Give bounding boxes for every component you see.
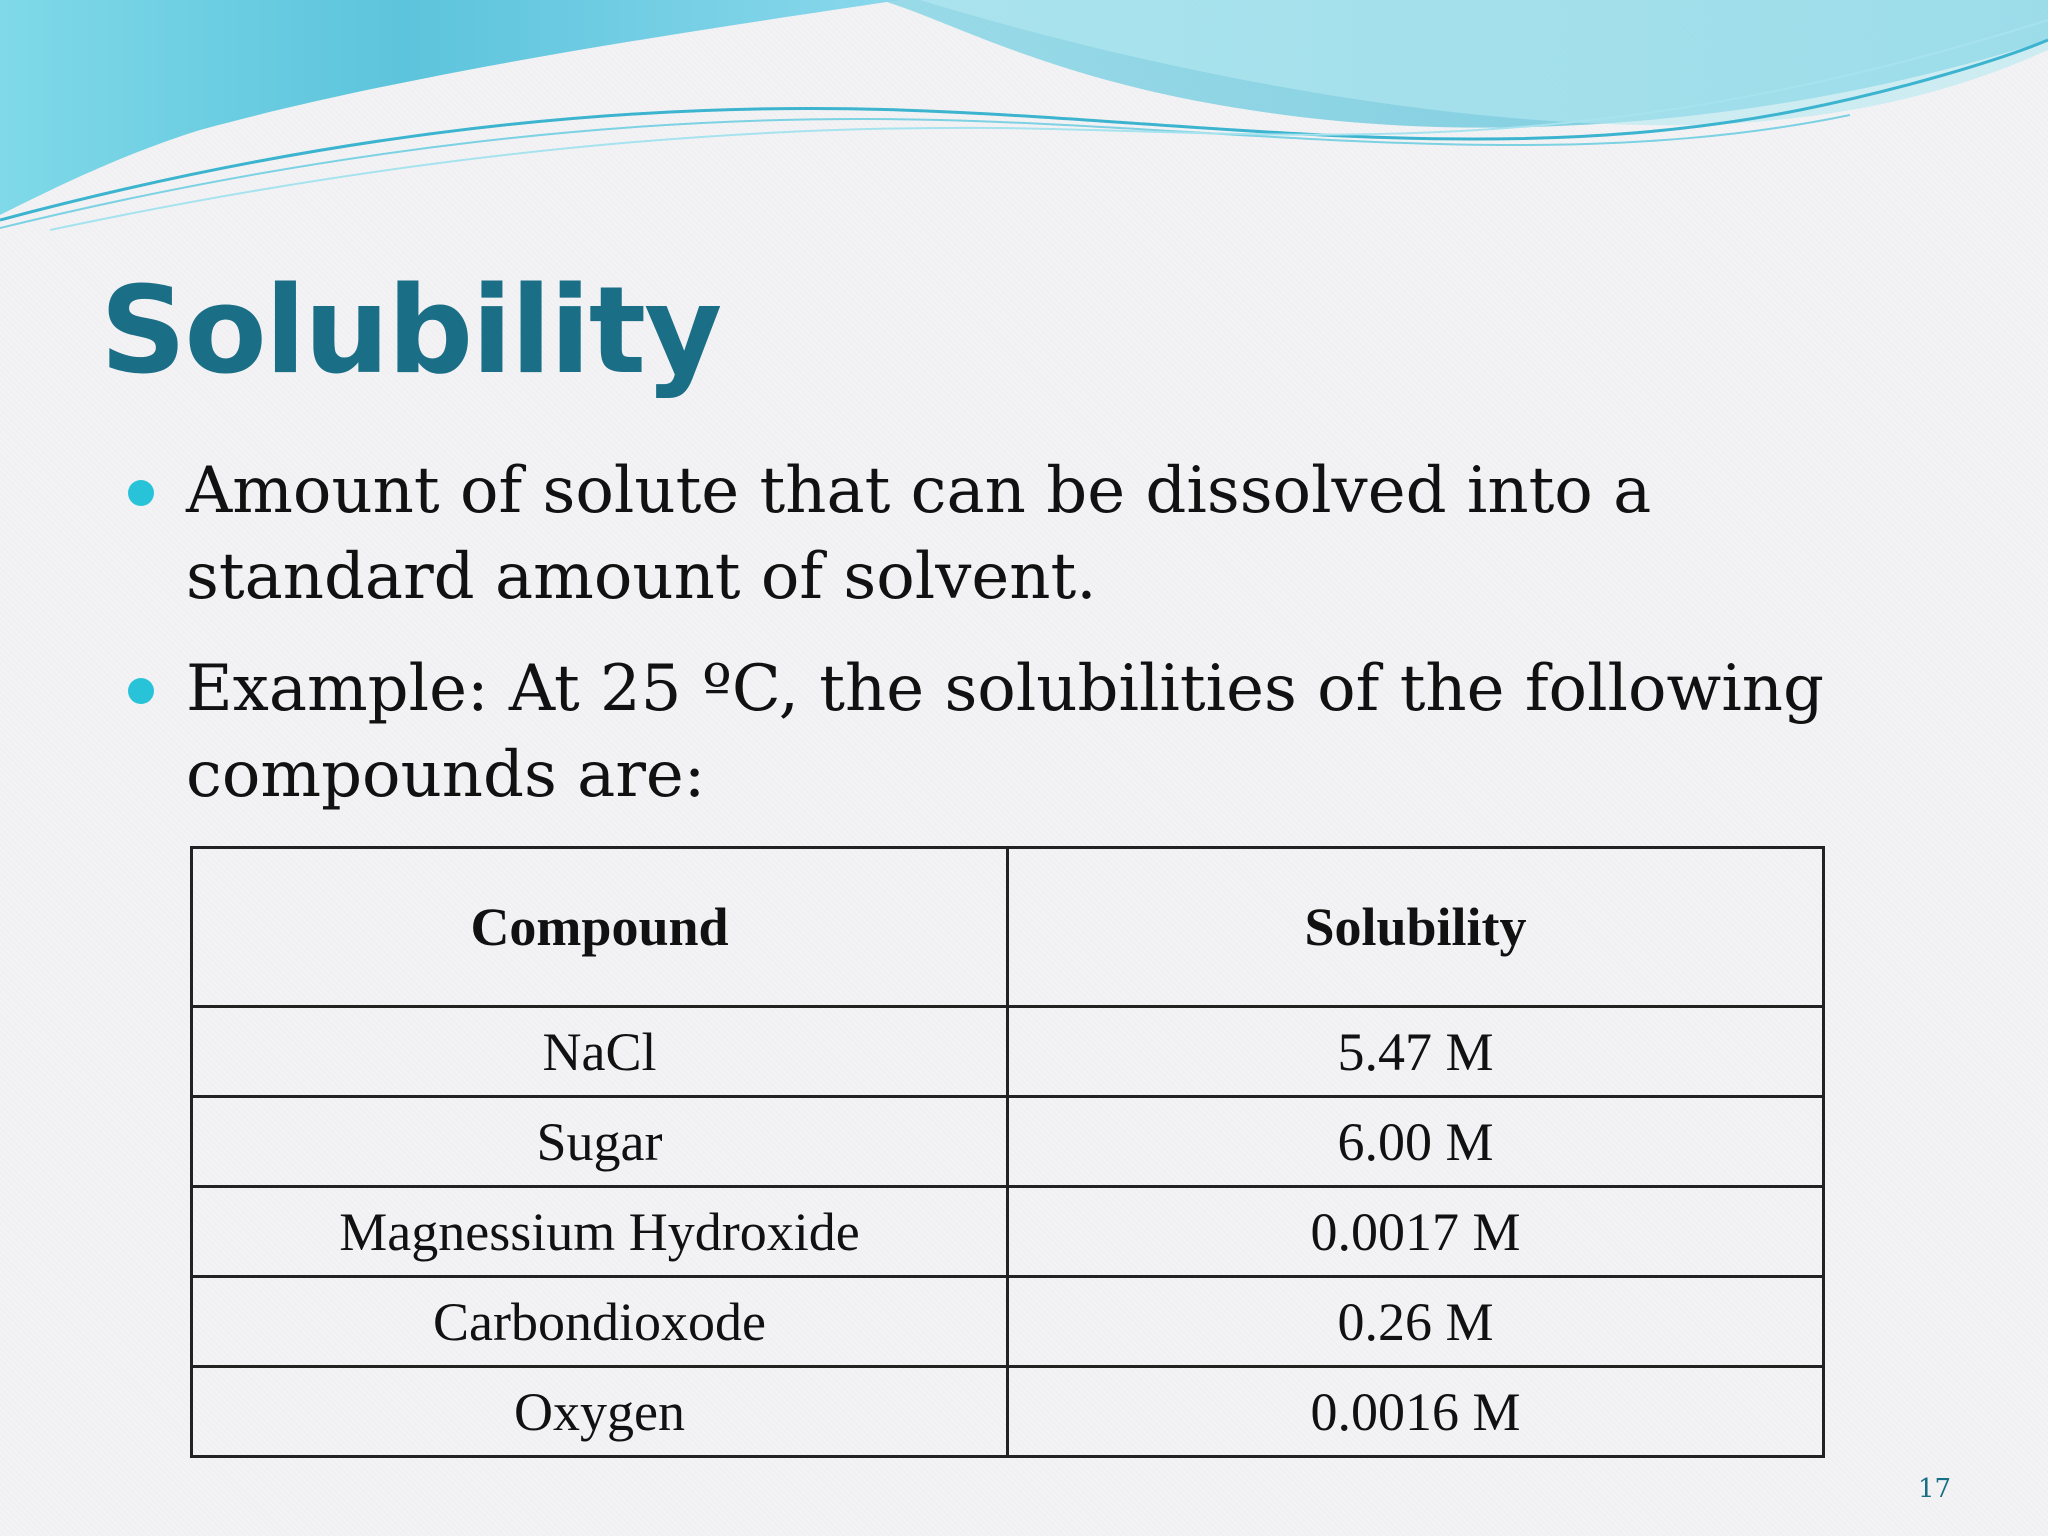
bullet-text: Amount of solute that can be dissolved into a standard amount of solvent. — [186, 454, 1652, 614]
solubility-table — [190, 846, 1825, 1458]
table-row — [192, 1097, 1824, 1187]
bullet-item-example — [128, 646, 1958, 818]
column-header-solubility: Solubility — [1008, 848, 1824, 1007]
compound-cell: Sugar — [192, 1097, 1008, 1187]
table-row — [192, 1367, 1824, 1457]
slide-title: Solubility — [100, 262, 721, 401]
table-header-row — [192, 848, 1824, 1007]
bullet-list — [128, 448, 1958, 844]
solubility-cell: 6.00 M — [1008, 1097, 1824, 1187]
compound-cell: NaCl — [192, 1007, 1008, 1097]
bullet-dot-icon — [128, 678, 154, 704]
bullet-dot-icon — [128, 480, 154, 506]
solubility-cell: 0.26 M — [1008, 1277, 1824, 1367]
table-row — [192, 1277, 1824, 1367]
table-row — [192, 1187, 1824, 1277]
compound-cell: Carbondioxode — [192, 1277, 1008, 1367]
solubility-cell: 5.47 M — [1008, 1007, 1824, 1097]
solubility-cell: 0.0017 M — [1008, 1187, 1824, 1277]
compound-cell: Magnessium Hydroxide — [192, 1187, 1008, 1277]
bullet-item-definition — [128, 448, 1958, 620]
bullet-text: Example: At 25 ºC, the solubilities of the following compounds are: — [186, 652, 1824, 812]
column-header-compound: Compound — [192, 848, 1008, 1007]
compound-cell: Oxygen — [192, 1367, 1008, 1457]
solubility-cell: 0.0016 M — [1008, 1367, 1824, 1457]
table-row — [192, 1007, 1824, 1097]
page-number: 17 — [1918, 1474, 1952, 1504]
header-wave-decoration — [0, 0, 2048, 240]
